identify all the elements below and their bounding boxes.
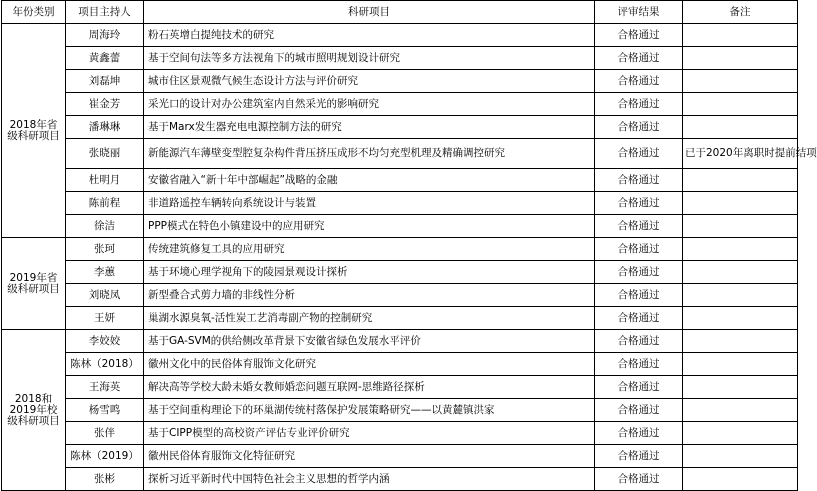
- table-row: [2, 192, 798, 215]
- table-row: [2, 399, 798, 422]
- project-cell: 基于环境心理学视角下的陵园景观设计探析: [144, 261, 595, 284]
- table-row: [2, 445, 798, 468]
- pi-cell: 李姣姣: [66, 330, 144, 353]
- project-cell: 非道路遥控车辆转向系统设计与装置: [144, 192, 595, 215]
- note-cell: [683, 445, 798, 468]
- pi-cell: 周海玲: [66, 24, 144, 47]
- project-cell: 徽州民俗体育服饰文化特征研究: [144, 445, 595, 468]
- note-cell: [683, 47, 798, 70]
- header-pi: 项目主持人: [66, 1, 144, 24]
- pi-cell: 杨雪鸣: [66, 399, 144, 422]
- pi-cell: 陈林（2019）: [66, 445, 144, 468]
- result-cell: 合格通过: [595, 422, 683, 445]
- table-row: [2, 93, 798, 116]
- result-cell: 合格通过: [595, 330, 683, 353]
- result-cell: 合格通过: [595, 468, 683, 491]
- project-cell: 城市住区景观微气候生态设计方法与评价研究: [144, 70, 595, 93]
- project-cell: 基于GA-SVM的供给侧改革背景下安徽省绿色发展水平评价: [144, 330, 595, 353]
- group-label: 2019年省级科研项目: [2, 238, 66, 330]
- group-label: 2018和2019年校级科研项目: [2, 330, 66, 491]
- result-cell: 合格通过: [595, 238, 683, 261]
- pi-cell: 张珂: [66, 238, 144, 261]
- table-row: [2, 422, 798, 445]
- project-cell: 基于CIPP模型的高校资产评估专业评价研究: [144, 422, 595, 445]
- pi-cell: 潘琳琳: [66, 116, 144, 139]
- project-cell: 基于Marx发生器充电电源控制方法的研究: [144, 116, 595, 139]
- table-row: [2, 330, 798, 353]
- project-cell: 巢湖水源臭氧-活性炭工艺消毒副产物的控制研究: [144, 307, 595, 330]
- result-cell: 合格通过: [595, 445, 683, 468]
- result-cell: 合格通过: [595, 47, 683, 70]
- note-cell: 已于2020年离职时提前结项: [683, 139, 798, 169]
- table-row: [2, 169, 798, 192]
- result-cell: 合格通过: [595, 353, 683, 376]
- result-cell: 合格通过: [595, 24, 683, 47]
- note-cell: [683, 215, 798, 238]
- pi-cell: 刘晓凤: [66, 284, 144, 307]
- result-cell: 合格通过: [595, 376, 683, 399]
- project-cell: 解决高等学校大龄未婚女教师婚恋问题互联网-思维路径探析: [144, 376, 595, 399]
- pi-cell: 黄鑫蕾: [66, 47, 144, 70]
- table-row: [2, 238, 798, 261]
- note-cell: [683, 284, 798, 307]
- table-row: [2, 70, 798, 93]
- project-cell: 探析习近平新时代中国特色社会主义思想的哲学内涵: [144, 468, 595, 491]
- header-note: 备注: [683, 1, 798, 24]
- pi-cell: 王妍: [66, 307, 144, 330]
- result-cell: 合格通过: [595, 399, 683, 422]
- pi-cell: 张晓丽: [66, 139, 144, 169]
- result-cell: 合格通过: [595, 261, 683, 284]
- project-cell: 新型叠合式剪力墙的非线性分析: [144, 284, 595, 307]
- result-cell: 合格通过: [595, 215, 683, 238]
- table-row: [2, 139, 798, 169]
- project-cell: PPP模式在特色小镇建设中的应用研究: [144, 215, 595, 238]
- result-cell: 合格通过: [595, 284, 683, 307]
- project-cell: 采光口的设计对办公建筑室内自然采光的影响研究: [144, 93, 595, 116]
- note-cell: [683, 468, 798, 491]
- note-cell: [683, 307, 798, 330]
- note-cell: [683, 330, 798, 353]
- table-row: [2, 215, 798, 238]
- header-result: 评审结果: [595, 1, 683, 24]
- pi-cell: 张伴: [66, 422, 144, 445]
- result-cell: 合格通过: [595, 93, 683, 116]
- pi-cell: 刘磊坤: [66, 70, 144, 93]
- pi-cell: 张彬: [66, 468, 144, 491]
- note-cell: [683, 169, 798, 192]
- table-body: [2, 24, 817, 491]
- pi-cell: 陈前程: [66, 192, 144, 215]
- note-cell: [683, 422, 798, 445]
- project-cell: 新能源汽车薄壁变型腔复杂构件背压挤压成形不均匀充型机理及精确调控研究: [144, 139, 595, 169]
- pi-cell: 崔金芳: [66, 93, 144, 116]
- table-row: [2, 376, 798, 399]
- table-row: [2, 116, 798, 139]
- pi-cell: 杜明月: [66, 169, 144, 192]
- table-row: [2, 261, 798, 284]
- table-row: [2, 24, 798, 47]
- note-cell: [683, 116, 798, 139]
- note-cell: [683, 261, 798, 284]
- result-cell: 合格通过: [595, 70, 683, 93]
- project-cell: 粉石英增白提纯技术的研究: [144, 24, 595, 47]
- result-cell: 合格通过: [595, 192, 683, 215]
- table-row: [2, 47, 798, 70]
- pi-cell: 陈林（2018）: [66, 353, 144, 376]
- project-cell: 基于空间重构理论下的环巢湖传统村落保护发展策略研究——以黄麓镇洪家: [144, 399, 595, 422]
- result-cell: 合格通过: [595, 116, 683, 139]
- header-project: 科研项目: [144, 1, 595, 24]
- group-label: 2018年省级科研项目: [2, 24, 66, 238]
- project-cell: 基于空间句法等多方法视角下的城市照明规划设计研究: [144, 47, 595, 70]
- note-cell: [683, 238, 798, 261]
- note-cell: [683, 70, 798, 93]
- research-projects-table: [1, 0, 817, 491]
- project-cell: 徽州文化中的民俗体育服饰文化研究: [144, 353, 595, 376]
- table-row: [2, 284, 798, 307]
- table-header-row: [2, 1, 798, 24]
- header-category: 年份类别: [2, 1, 66, 24]
- note-cell: [683, 376, 798, 399]
- result-cell: 合格通过: [595, 139, 683, 169]
- pi-cell: 徐洁: [66, 215, 144, 238]
- table-row: [2, 468, 798, 491]
- result-cell: 合格通过: [595, 169, 683, 192]
- table-row: [2, 353, 798, 376]
- note-cell: [683, 24, 798, 47]
- table-row: [2, 307, 798, 330]
- project-cell: 传统建筑修复工具的应用研究: [144, 238, 595, 261]
- project-cell: 安徽省融入“新十年中部崛起”战略的金融: [144, 169, 595, 192]
- pi-cell: 王海英: [66, 376, 144, 399]
- note-cell: [683, 192, 798, 215]
- note-cell: [683, 93, 798, 116]
- note-cell: [683, 399, 798, 422]
- note-cell: [683, 353, 798, 376]
- result-cell: 合格通过: [595, 307, 683, 330]
- pi-cell: 李蕙: [66, 261, 144, 284]
